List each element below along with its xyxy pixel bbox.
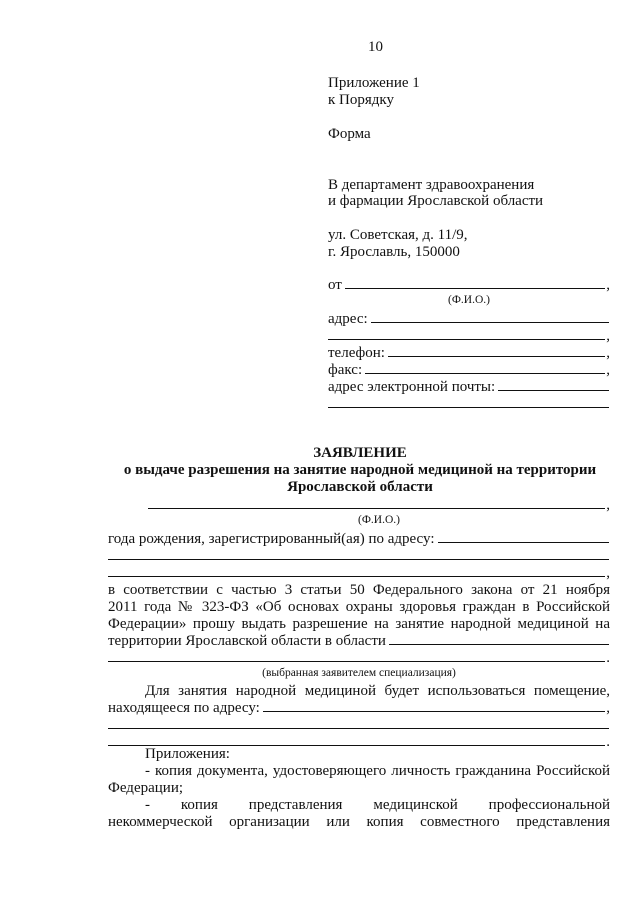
fill-line	[148, 496, 605, 509]
recipient-address-2: г. Ярославль, 150000	[328, 244, 460, 260]
paragraph-1-line-2: 2011 года № 323-ФЗ «Об основах охраны здоровья граждан в Российской	[108, 599, 610, 615]
premises-address-field-3[interactable]: .	[108, 733, 610, 751]
recipient-address-1: ул. Советская, д. 11/9,	[328, 227, 468, 243]
form-label: Форма	[328, 126, 371, 142]
sender-address-field-2[interactable]: ,	[328, 327, 610, 345]
fill-line	[108, 547, 609, 560]
applicant-fio-caption: (Ф.И.О.)	[358, 514, 400, 526]
paragraph-2-line-1: Для занятия народной медициной будет использоваться помещение,	[145, 683, 610, 699]
from-label: от	[328, 277, 342, 293]
premises-address-field-2[interactable]	[108, 716, 610, 729]
premises-address-label: находящееся по адресу:	[108, 700, 260, 716]
recipient-line-2: и фармации Ярославской области	[328, 193, 544, 209]
attachment-1-line-2: Федерации;	[108, 780, 184, 796]
attachment-2-line-2: некоммерческой организации или копия совместного представления	[108, 814, 610, 830]
specialization-label: территории Ярославской области в области	[108, 633, 386, 649]
fill-line	[263, 699, 605, 712]
phone-label: телефон:	[328, 345, 385, 361]
fax-label: факс:	[328, 362, 363, 378]
sender-email-field-2[interactable]	[328, 395, 610, 408]
document-subtitle-1: о выдаче разрешения на занятие народной медициной на территории	[123, 462, 597, 478]
fill-line	[365, 361, 605, 374]
paragraph-1-line-3: Федерации» прошу выдать разрешение на занятие народной медициной на	[108, 616, 610, 632]
fill-line	[328, 327, 605, 340]
sender-fax-field[interactable]: факс: ,	[328, 362, 610, 378]
attachments-heading: Приложения:	[145, 746, 230, 762]
page-number: 10	[368, 39, 383, 55]
attachment-1-line-1: - копия документа, удостоверяющего личность гражданина Российской	[145, 763, 610, 779]
applicant-name-field[interactable]: ,	[148, 496, 610, 514]
order-reference: к Порядку	[328, 92, 394, 108]
document-subtitle-2: Ярославской области	[287, 479, 433, 495]
registration-address-field-3[interactable]: ,	[108, 564, 610, 582]
appendix-label: Приложение 1	[328, 75, 420, 91]
fill-line	[345, 276, 605, 289]
birth-address-label: года рождения, зарегистрированный(ая) по адресу:	[108, 531, 435, 547]
fill-line	[108, 716, 609, 729]
fill-line	[328, 395, 609, 408]
specialization-field-2[interactable]: .	[108, 649, 610, 667]
address-label: адрес:	[328, 311, 368, 327]
paragraph-1-line-1: в соответствии с частью 3 статьи 50 Федерального закона от 21 ноября	[108, 582, 610, 598]
specialization-caption: (выбранная заявителем специализация)	[262, 667, 456, 679]
fill-line	[388, 344, 605, 357]
sender-email-field[interactable]	[328, 378, 610, 396]
specialization-field[interactable]	[108, 632, 610, 650]
document-title: ЗАЯВЛЕНИЕ	[313, 445, 407, 461]
fill-line	[498, 378, 609, 391]
sender-fio-caption: (Ф.И.О.)	[448, 294, 490, 306]
sender-address-field[interactable]	[328, 310, 610, 328]
fill-line	[108, 649, 605, 662]
sender-from-field[interactable]: от ,	[328, 277, 610, 293]
fill-line	[438, 530, 610, 543]
registration-address-field-2[interactable]	[108, 547, 610, 560]
recipient-line-1: В департамент здравоохранения	[328, 177, 535, 193]
email-label: адрес электронной почты:	[328, 379, 496, 395]
fill-line	[108, 564, 605, 577]
birth-address-field[interactable]	[108, 530, 610, 548]
sender-phone-field[interactable]: телефон: ,	[328, 345, 610, 361]
premises-address-field[interactable]: находящееся по адресу: ,	[108, 700, 610, 716]
fill-line	[389, 632, 609, 645]
attachment-2-line-1: - копия представления медицинской профессиональной	[145, 797, 610, 813]
fill-line	[371, 310, 609, 323]
